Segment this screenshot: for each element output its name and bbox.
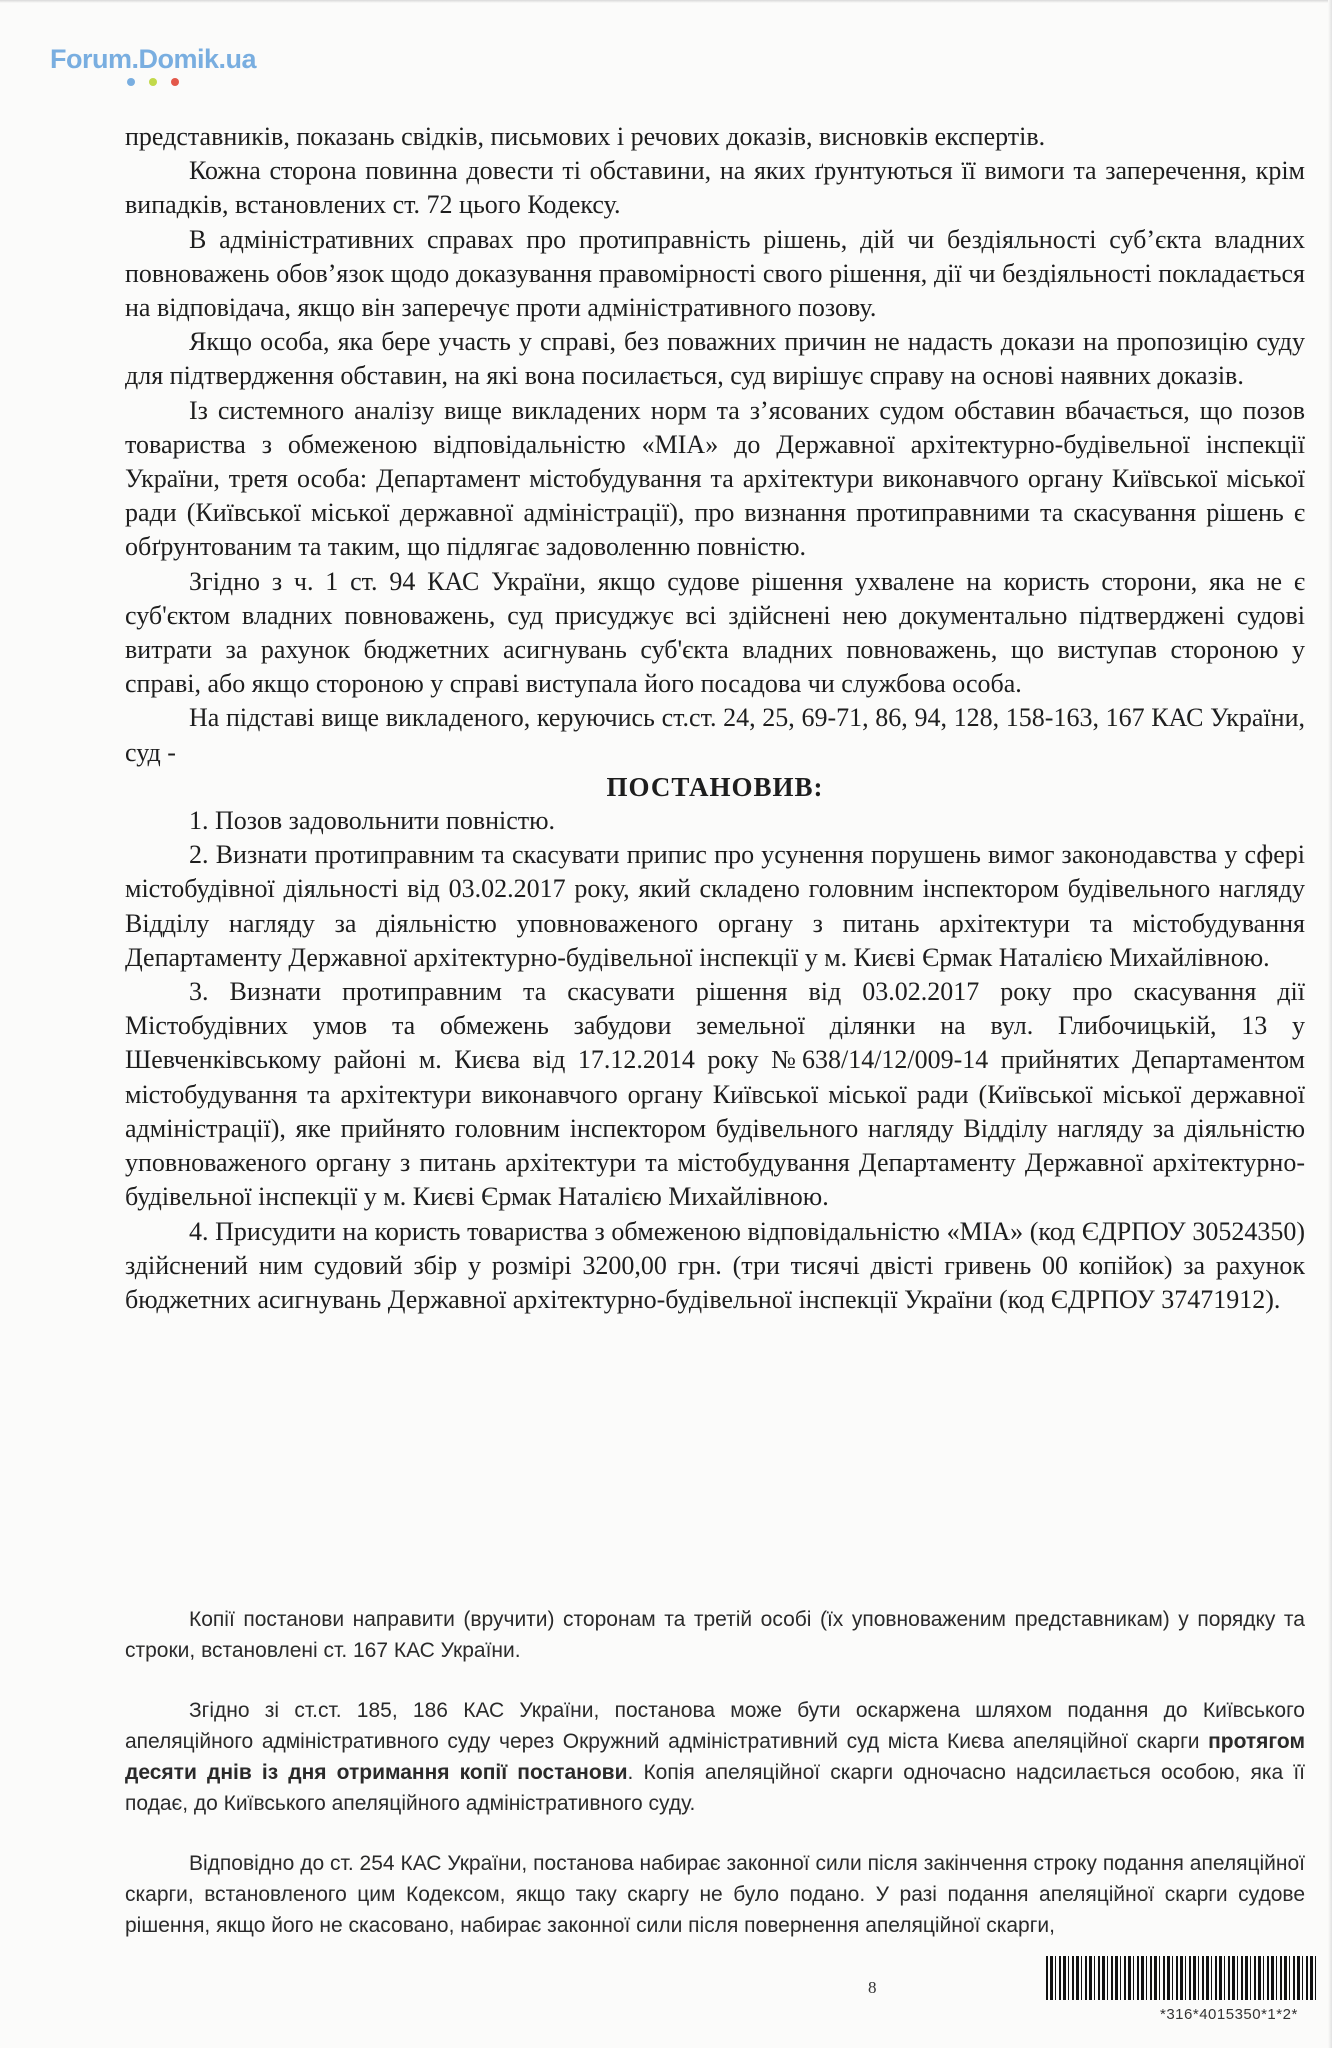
barcode-text: *316*4015350*1*2* bbox=[1160, 2006, 1298, 2023]
watermark-dot-green bbox=[149, 78, 157, 86]
resolution-item-2: 2. Визнати протиправним та скасувати припис про усунення порушень вимог законодавства у сфері містобудівної діяльності від 03.02.2017 року, який складено головним інспектором будівельного нагляду Відділу нагляду за діяльністю уповноваженого органу з питань архітектури та містобудування Департаменту Державної архітектурно-будівельної інспекції у м. Києві Єрмак Наталією Михайлівною. bbox=[125, 840, 1305, 972]
procedural-notes bbox=[125, 1604, 1305, 1970]
resolution-item-3: 3. Визнати протиправним та скасувати рішення від 03.02.2017 року про скасування дії Містобудівних умов та обмежень забудови земельної ділянки на вул. Глибочицькій, 13 у Шевченківському районі м. Києва від 17.12.2014 року №638/14/12/009-14 прийнятих Департаментом містобудування та архітектури виконавчого органу Київської міської ради (Київської міської державної адміністрації), яке прийнято головним інспектором будівельного нагляду Відділу нагляду за діяльністю уповноваженого органу з питань архітектури та містобудування Департаменту Державної архітектурно-будівельної інспекції у м. Києві Єрмак Наталією Михайлівною. bbox=[125, 977, 1305, 1212]
watermark-text: Forum.Domik.ua bbox=[50, 44, 257, 74]
resolution-item-4: 4. Присудити на користь товариства з обмеженою відповідальністю «МІА» (код ЄДРПОУ 30524350) здійснений ним судовий збір у розмірі 3200,00 грн. (три тисячі двісті гривень 00 копійок) за рахунок бюджетних асигнувань Державної архітектурно-будівельної інспекції України (код ЄДРПОУ 37471912). bbox=[125, 1216, 1305, 1314]
note-legal-force: Відповідно до ст. 254 КАС України, постанова набирає законної сили після закінчення строку подання апеляційної скарги, встановленого цим Кодексом, якщо таку скаргу не було подано. У разі подання апеляційної скарги судове рішення, якщо його не скасовано, набирає законної сили після повернення апеляційної скарги, bbox=[125, 1852, 1305, 1937]
watermark-dot-red bbox=[171, 78, 179, 86]
note-copies: Копії постанови направити (вручити) сторонам та третій особі (їх уповноваженим представникам) у порядку та строки, встановлені ст. 167 КАС України. bbox=[125, 1608, 1305, 1662]
forum-watermark-logo bbox=[50, 44, 256, 86]
scan-right-shadow bbox=[1328, 0, 1332, 2048]
resolution-heading: ПОСТАНОВИВ: bbox=[606, 771, 824, 802]
note-appeal bbox=[125, 1695, 1305, 1819]
paragraph-burden-of-proof: Кожна сторона повинна довести ті обставини, на яких ґрунтуються її вимоги та заперечення, крім випадків, встановлених ст. 72 цього Кодексу. bbox=[125, 156, 1305, 220]
page-number: 8 bbox=[868, 1978, 877, 1997]
scan-top-edge bbox=[0, 0, 1332, 3]
paragraph-basis: На підставі вище викладеного, керуючись ст.ст. 24, 25, 69-71, 86, 94, 128, 158-163, 167 КАС України, суд - bbox=[125, 703, 1305, 767]
barcode bbox=[1046, 1956, 1316, 2000]
paragraph-authority-burden: В адміністративних справах про протиправність рішень, дій чи бездіяльності суб’єкта владних повноважень обов’язок щодо доказування правомірності свого рішення, дії чи бездіяльності покладається на відповідача, якщо він заперечує проти адміністративного позову. bbox=[125, 224, 1305, 323]
watermark-dots bbox=[127, 78, 256, 86]
note-appeal-deadline: протягом десяти днів із дня отримання копії постанови bbox=[125, 1730, 1305, 1784]
paragraph-systemic-analysis: Із системного аналізу вище викладених норм та з’ясованих судом обставин вбачається, що позов товариства з обмеженою відповідальністю «МІА» до Державної архітектурно-будівельної інспекції України, третя особа: Департамент містобудування та архітектури виконавчого органу Київської міської ради (Київської міської державної адміністрації), про визнання протиправними та скасування рішень є обґрунтованим та таким, що підлягає задоволенню повністю. bbox=[125, 395, 1305, 562]
paragraph-court-costs: Згідно з ч. 1 ст. 94 КАС України, якщо судове рішення ухвалене на користь сторони, яка не є суб'єктом владних повноважень, суд присуджує всі здійснені нею документально підтверджені судові витрати за рахунок бюджетних асигнувань суб'єкта владних повноважень, що виступав стороною у справі, або якщо стороною у справі виступала його посадова чи службова особа. bbox=[125, 566, 1305, 699]
note-appeal-text-start: Згідно зі ст.ст. 185, 186 КАС України, постанова може бути оскаржена шляхом подання до Київського апеляційного адміністративного суду через Окружний адміністративний суд міста Києва апеляційної скарги bbox=[125, 1699, 1305, 1753]
watermark-dot-blue bbox=[127, 78, 135, 86]
resolution-item-1: 1. Позов задовольнити повністю. bbox=[189, 806, 556, 836]
note-appeal-text-end: . Копія апеляційної скарги одночасно надсилається особою, яка її подає, до Київського апеляційного адміністративного суду. bbox=[125, 1761, 1305, 1815]
paragraph-failure-to-provide: Якщо особа, яка бере участь у справі, без поважних причин не надасть докази на пропозицію суду для підтвердження обставин, на які вона посилається, суд вирішує справу на основі наявних доказів. bbox=[125, 327, 1305, 391]
document-body bbox=[125, 120, 1305, 1317]
paragraph-evidence-end: представників, показань свідків, письмових і речових доказів, висновків експертів. bbox=[125, 122, 1046, 151]
